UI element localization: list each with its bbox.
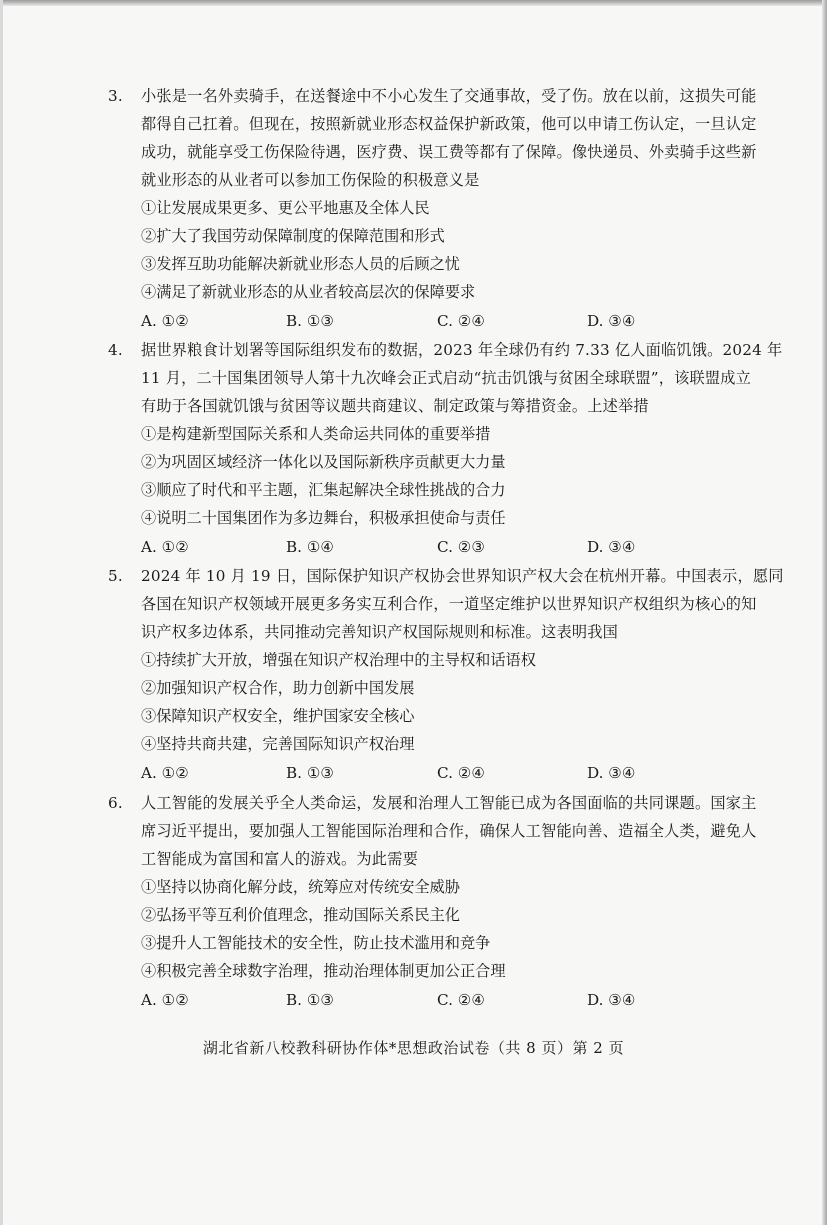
answer-choice-d: D. ③④ [587,312,636,330]
answer-choice-d: D. ③④ [587,538,636,556]
page-footer: 湖北省新八校教科研协作体*思想政治试卷（共 8 页）第 2 页 [202,1039,625,1057]
question-stem-line: 小张是一名外卖骑手，在送餐途中不小心发生了交通事故，受了伤。放在以前，这损失可能 [141,87,757,105]
option-statement: ②扩大了我国劳动保障制度的保障范围和形式 [141,227,445,245]
question-stem-line: 据世界粮食计划署等国际组织发布的数据，2023 年全球仍有约 7.33 亿人面临饥饿。2024 年 [141,341,783,359]
answer-choice-c: C. ②④ [437,764,485,782]
option-statement: ②为巩固区域经济一体化以及国际新秩序贡献更大力量 [141,453,506,471]
option-statement: ④坚持共商共建，完善国际知识产权治理 [141,735,415,753]
answer-choice-b: B. ①③ [286,764,335,782]
answer-choices [141,532,738,562]
option-statement: ④说明二十国集团作为多边舞台，积极承担使命与责任 [141,509,506,527]
option-statement: ③发挥互助功能解决新就业形态人员的后顾之忧 [141,255,460,273]
scan-top-edge [0,0,827,6]
question-4 [108,336,783,562]
question-number: 3. [108,87,123,105]
question-stem-line: 席习近平提出，要加强人工智能国际治理和合作，确保人工智能向善、造福全人类，避免人 [141,822,757,840]
answer-choice-b: B. ①④ [286,538,335,556]
option-statement: ②加强知识产权合作，助力创新中国发展 [141,679,415,697]
answer-choices [141,306,738,336]
question-stem-line: 各国在知识产权领域开展更多务实互利合作，一道坚定维护以世界知识产权组织为核心的知 [141,595,757,613]
option-statement: ④满足了新就业形态的从业者较高层次的保障要求 [141,283,476,301]
question-stem-line: 2024 年 10 月 19 日，国际保护知识产权协会世界知识产权大会在杭州开幕。中国表示，愿同 [141,567,784,585]
answer-choice-a: A. ①② [141,764,189,782]
option-statement: ③提升人工智能技术的安全性，防止技术滥用和竞争 [141,934,491,952]
option-statement: ①让发展成果更多、更公平地惠及全体人民 [141,199,430,217]
answer-choice-a: A. ①② [141,991,189,1009]
question-number: 5. [108,567,123,585]
answer-choice-c: C. ②④ [437,312,485,330]
question-stem-line: 有助于各国就饥饿与贫困等议题共商建议、制定政策与筹措资金。上述举措 [141,397,649,415]
option-statement: ④积极完善全球数字治理，推动治理体制更加公正合理 [141,962,506,980]
question-number: 6. [108,794,123,812]
question-stem-line: 识产权多边体系，共同推动完善知识产权国际规则和标准。这表明我国 [141,623,619,641]
answer-choice-a: A. ①② [141,538,189,556]
option-statement: ③保障知识产权安全，维护国家安全核心 [141,707,415,725]
option-statement: ③顺应了时代和平主题，汇集起解决全球性挑战的合力 [141,481,506,499]
answer-choices [141,985,738,1015]
question-stem-line: 工智能成为富国和富人的游戏。为此需要 [141,850,418,868]
answer-choice-c: C. ②③ [437,538,485,556]
question-number: 4. [108,341,123,359]
answer-choice-a: A. ①② [141,312,189,330]
question-5 [108,562,784,788]
question-stem-line: 人工智能的发展关乎全人类命运，发展和治理人工智能已成为各国面临的共同课题。国家主 [141,794,757,812]
answer-choice-d: D. ③④ [587,764,636,782]
question-stem-line: 都得自己扛着。但现在，按照新就业形态权益保护新政策，他可以申请工伤认定，一旦认定 [141,115,757,133]
answer-choice-b: B. ①③ [286,312,335,330]
question-3 [108,82,757,336]
answer-choice-d: D. ③④ [587,991,636,1009]
question-stem-line: 11 月，二十国集团领导人第十九次峰会正式启动“抗击饥饿与贫困全球联盟”，该联盟成立 [141,369,752,387]
answer-choice-c: C. ②④ [437,991,485,1009]
option-statement: ②弘扬平等互利价值理念，推动国际关系民主化 [141,906,460,924]
option-statement: ①是构建新型国际关系和人类命运共同体的重要举措 [141,425,491,443]
question-6 [108,789,757,1015]
option-statement: ①坚持以协商化解分歧，统筹应对传统安全威胁 [141,878,460,896]
question-stem-line: 成功，就能享受工伤保险待遇，医疗费、误工费等都有了保障。像快递员、外卖骑手这些新 [141,143,757,161]
answer-choice-b: B. ①③ [286,991,335,1009]
question-stem-line: 就业形态的从业者可以参加工伤保险的积极意义是 [141,171,480,189]
option-statement: ①持续扩大开放，增强在知识产权治理中的主导权和话语权 [141,651,536,669]
answer-choices [141,758,738,788]
